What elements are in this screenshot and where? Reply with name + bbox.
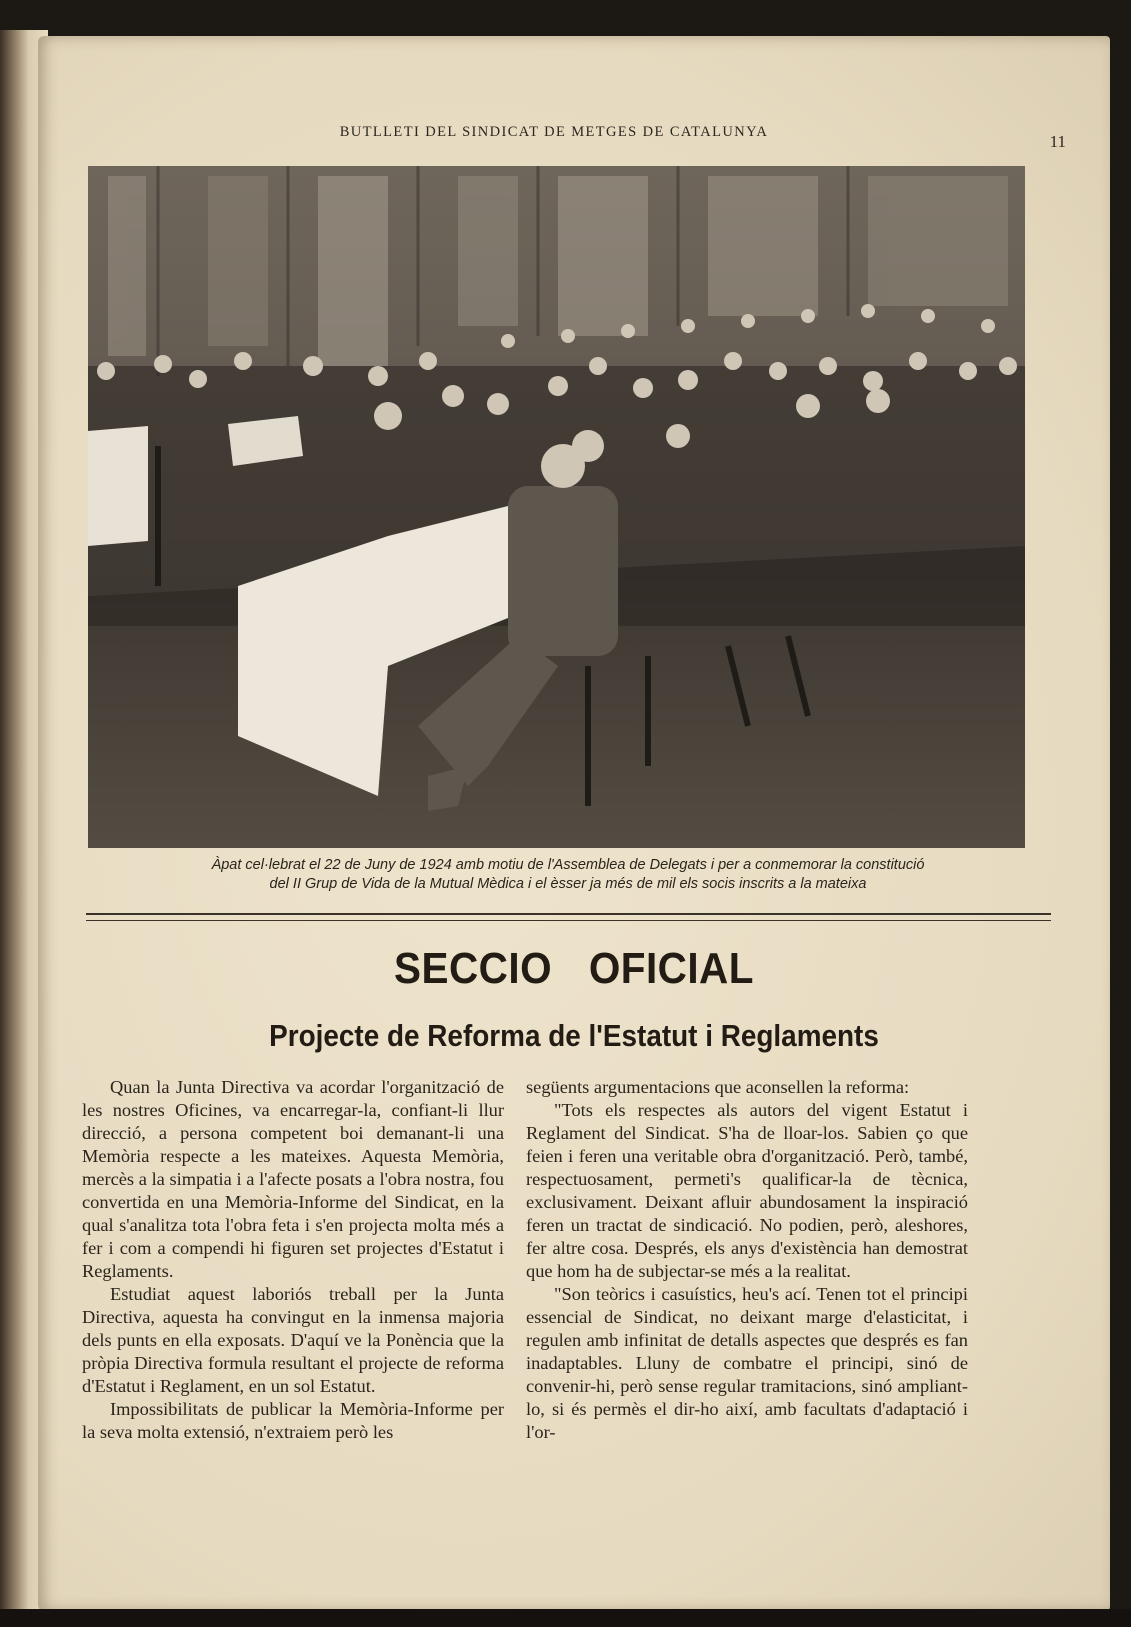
paragraph: Estudiat aquest laboriós treball per la Junta Directiva, aquesta ha convingut en la inmensa majoria dels punts en ella exposats. D'aquí ve la Ponència que la pròpia Directiva formula resultant el projecte de reforma d'Estatut i Reglament, en un sol Estatut. — [82, 1284, 504, 1396]
section-heading: SECCIO OFICIAL — [394, 944, 754, 993]
text-column-left — [82, 1076, 504, 1444]
banquet-photograph — [88, 166, 1025, 848]
text-column-right — [526, 1076, 968, 1444]
paragraph: següents argumentacions que aconsellen la reforma: — [526, 1077, 910, 1097]
paragraph: "Son teòrics i casuístics, heu's ací. Tenen tot el principi essencial de Sindicat, no deixant marge d'elasticitat, i regulen amb infinitat de detalls aspectes que després es fan inadaptables. Lluny de combatre el principi, sinó de convenir-hi, però sense regular tramitacions, sinó ampliant-lo, si és permès el dir-ho així, amb facultats d'adaptació i l'or- — [526, 1284, 968, 1442]
paragraph: "Tots els respectes als autors del vigent Estatut i Reglament del Sindicat. S'ha de lloar-los. Sabien ço que feien i feren una veritable obra d'organització. Però, també, respectuosament, permeti's qualificar-la de tècnica, exclusivament. Deixant afluir abundosament la inspiració feren un tractat de sindicació. No podien, però, aleshores, fer altre cosa. Després, els anys d'existència han demostrat que hom ha de subjectar-se més a la realitat. — [526, 1100, 968, 1281]
paragraph: Quan la Junta Directiva va acordar l'organització de les nostres Oficines, va encarregar-la, confiant-li llur direcció, a persona competent boi demanant-li una Memòria respecte a les mateixes. Aquesta Memòria, mercès a la simpatia i a l'afecte posats a l'obra nostra, fou convertida en una Memòria-Informe del Sindicat, en la qual s'analitza tota l'obra feta i s'en projecta molta més a fer i com a compendi hi figuren set projectes d'Estatut i Reglaments. — [82, 1077, 504, 1281]
page-number: 11 — [1049, 132, 1066, 151]
scan-edge — [0, 1609, 1131, 1627]
divider-rule-thin — [86, 920, 1051, 921]
article-title: Projecte de Reforma de l'Estatut i Reglaments — [269, 1018, 879, 1053]
running-header: BUTLLETI DEL SINDICAT DE METGES DE CATALUNYA — [339, 124, 769, 140]
photo-caption: Àpat cel·lebrat el 22 de Juny de 1924 amb motiu de l'Assemblea de Delegats i per a conmemorar la constitució del II Grup de Vida de la Mutual Mèdica i el èsser ja més de mil els socis inscrits a la mateixa — [211, 857, 925, 892]
divider-rule-thick — [86, 913, 1051, 915]
book-page — [38, 36, 1110, 1611]
paragraph: Impossibilitats de publicar la Memòria-Informe per la seva molta extensió, n'extraiem però les — [82, 1399, 504, 1442]
